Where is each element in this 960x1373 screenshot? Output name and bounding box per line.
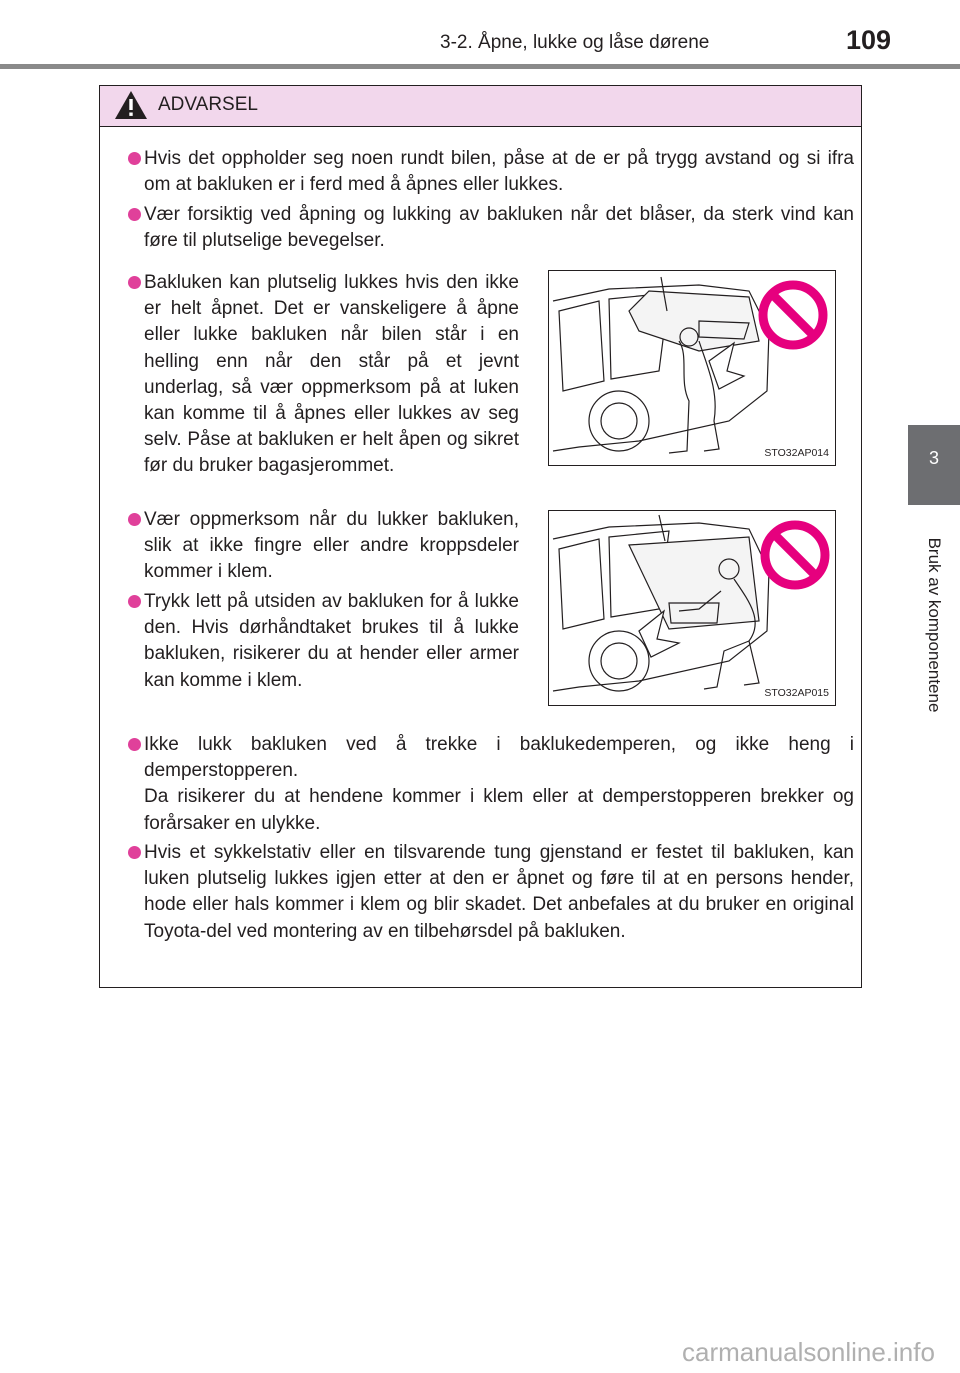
figure-caption: STO32AP015	[764, 687, 829, 699]
warning-box	[99, 85, 862, 988]
figure-caption: STO32AP014	[764, 447, 829, 459]
warning-title: ADVARSEL	[158, 94, 258, 115]
warning-item	[128, 732, 854, 837]
figure-tailgate-pinch	[548, 510, 836, 706]
page-number: 109	[846, 25, 892, 55]
warning-item-text: Trykk lett på utsiden av bakluken for å lukke den. Hvis dørhåndtaket brukes til å lukke bakluken, risikerer du at hender eller armer kan komme i klem.	[144, 591, 519, 691]
warning-item	[128, 840, 854, 945]
prohibited-icon	[759, 519, 831, 591]
chapter-number: 3	[928, 448, 939, 468]
warning-item	[128, 589, 519, 694]
warning-item-text: Bakluken kan plutselig lukkes hvis den ikke er helt åpnet. Det er vanskeligere å åpne eller lukke bakluken når bilen står i en helling enn når den står på et jevnt underlag, så vær oppmerksom på at luken kan komme til å åpnes eller lukkes av seg selv. Påse at bakluken er helt åpen og sikret før du bruker bagasjerommet.	[144, 272, 519, 477]
header-rule	[0, 64, 960, 69]
warning-item	[128, 507, 519, 586]
warning-item	[128, 146, 854, 198]
warning-item-text: Vær forsiktig ved åpning og lukking av bakluken når det blåser, da sterk vind kan føre til plutselige bevegelser.	[144, 204, 854, 252]
warning-item-text: Hvis et sykkelstativ eller en tilsvarende tung gjenstand er festet til bakluken, kan luken plutselig lukkes igjen etter at den er åpnet og føre til at en persons hender, hode eller hals kommer i klem og blir skadet. Det anbefales at du bruker en original Toyota-del ved montering av en tilbehørsdel på bakluken.	[144, 842, 854, 942]
footer-watermark: carmanualsonline.info	[682, 1337, 935, 1367]
figure-tailgate-closing	[548, 270, 836, 466]
bullet-icon	[128, 276, 141, 289]
warning-item	[128, 270, 519, 480]
prohibited-icon	[757, 279, 829, 351]
bullet-icon	[128, 152, 141, 165]
bullet-icon	[128, 846, 141, 859]
bullet-icon	[128, 513, 141, 526]
bullet-icon	[128, 595, 141, 608]
warning-item-text: Vær oppmerksom når du lukker bakluken, slik at ikke fingre eller andre kroppsdeler kommer i klem.	[144, 509, 519, 583]
warning-item-text: Ikke lukk bakluken ved å trekke i baklukedemperen, og ikke heng i demperstopperen.	[144, 734, 854, 782]
bullet-icon	[128, 738, 141, 751]
warning-item-text: Hvis det oppholder seg noen rundt bilen, påse at de er på trygg avstand og si ifra om at bakluken er i ferd med å åpnes eller lukkes.	[144, 148, 854, 196]
bullet-icon	[128, 208, 141, 221]
warning-item	[128, 202, 854, 254]
section-title: 3-2. Åpne, lukke og låse dørene	[440, 32, 710, 53]
warning-header	[100, 86, 861, 127]
warning-item-text: Da risikerer du at hendene kommer i klem eller at demperstopperen brekker og forårsaker en ulykke.	[144, 786, 854, 834]
warning-triangle-icon	[114, 90, 148, 120]
chapter-title: Bruk av komponentene	[925, 537, 944, 713]
